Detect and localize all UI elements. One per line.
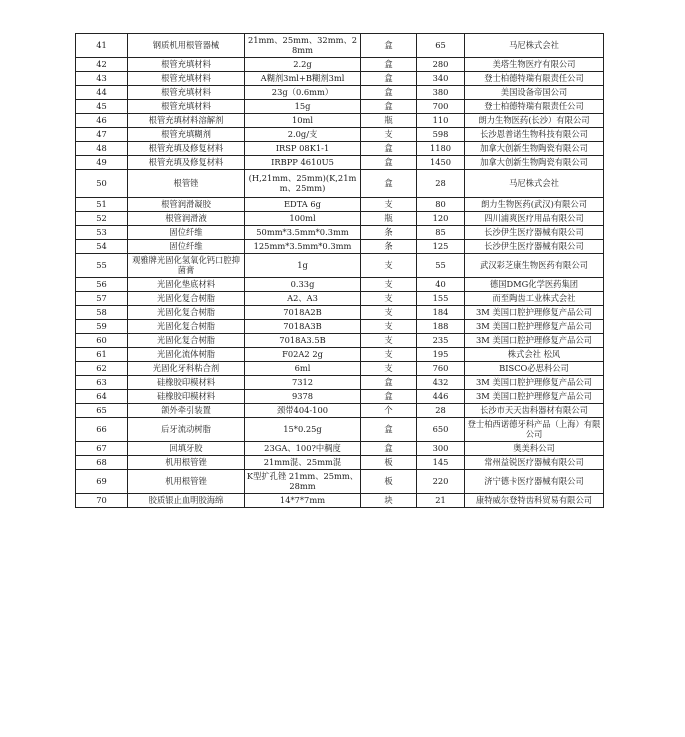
table-row [76, 456, 604, 470]
item-company: 马尼株式会社 [465, 170, 604, 198]
item-unit: 支 [361, 128, 417, 142]
item-price: 120 [417, 212, 465, 226]
item-name: 硅橡胶印模材料 [128, 390, 245, 404]
item-name: 机用根管锉 [128, 470, 245, 494]
item-company: 3M 美国口腔护理修复产品公司 [465, 390, 604, 404]
item-spec: 7018A3.5B [245, 334, 361, 348]
item-spec: 0.33g [245, 278, 361, 292]
item-company: 3M 美国口腔护理修复产品公司 [465, 376, 604, 390]
item-unit: 支 [361, 362, 417, 376]
item-unit: 盒 [361, 58, 417, 72]
item-number: 56 [76, 278, 128, 292]
item-price: 340 [417, 72, 465, 86]
table-row [76, 114, 604, 128]
item-price: 432 [417, 376, 465, 390]
item-price: 155 [417, 292, 465, 306]
item-price: 598 [417, 128, 465, 142]
table-row [76, 376, 604, 390]
item-number: 48 [76, 142, 128, 156]
item-name: 根管润滑液 [128, 212, 245, 226]
item-company: 3M 美国口腔护理修复产品公司 [465, 306, 604, 320]
item-spec: 2.0g/支 [245, 128, 361, 142]
item-unit: 盒 [361, 170, 417, 198]
item-name: 根管充填材料 [128, 72, 245, 86]
item-price: 40 [417, 278, 465, 292]
item-spec: (H,21mm、25mm)(K,21mm、25mm) [245, 170, 361, 198]
item-company: 而至陶齿工业株式会社 [465, 292, 604, 306]
item-unit: 盒 [361, 72, 417, 86]
item-number: 59 [76, 320, 128, 334]
table-row [76, 362, 604, 376]
item-price: 650 [417, 418, 465, 442]
item-name: 观雅牌光固化氢氧化钙口腔抑菌膏 [128, 254, 245, 278]
item-name: 根管充填材料 [128, 58, 245, 72]
item-name: 钢质机用根管器械 [128, 34, 245, 58]
price-table [75, 33, 604, 508]
item-unit: 支 [361, 320, 417, 334]
item-price: 80 [417, 198, 465, 212]
item-company: 长沙伊生医疗器械有限公司 [465, 226, 604, 240]
item-name: 光固化牙科粘合剂 [128, 362, 245, 376]
item-company: 常州益锐医疗器械有限公司 [465, 456, 604, 470]
item-name: 光固化复合树脂 [128, 334, 245, 348]
item-spec: EDTA 6g [245, 198, 361, 212]
item-name: 根管充填及修复材料 [128, 156, 245, 170]
item-price: 184 [417, 306, 465, 320]
item-spec: 125mm*3.5mm*0.3mm [245, 240, 361, 254]
item-name: 根管锉 [128, 170, 245, 198]
item-number: 47 [76, 128, 128, 142]
item-unit: 盒 [361, 418, 417, 442]
item-name: 根管充填材料 [128, 86, 245, 100]
item-price: 110 [417, 114, 465, 128]
item-spec: IRSP 08K1-1 [245, 142, 361, 156]
item-number: 61 [76, 348, 128, 362]
item-name: 光固化复合树脂 [128, 306, 245, 320]
table-row [76, 306, 604, 320]
item-spec: 9378 [245, 390, 361, 404]
table-row [76, 156, 604, 170]
item-name: 根管充填糊剂 [128, 128, 245, 142]
item-number: 54 [76, 240, 128, 254]
item-price: 220 [417, 470, 465, 494]
item-price: 21 [417, 494, 465, 508]
item-number: 68 [76, 456, 128, 470]
item-spec: IRBPP 4610U5 [245, 156, 361, 170]
table-row [76, 442, 604, 456]
item-company: 长沙市天天齿科器材有限公司 [465, 404, 604, 418]
item-spec: 23g（0.6mm） [245, 86, 361, 100]
table-row [76, 72, 604, 86]
item-name: 光固化复合树脂 [128, 292, 245, 306]
item-name: 根管润滑凝胶 [128, 198, 245, 212]
item-price: 55 [417, 254, 465, 278]
item-spec: 7312 [245, 376, 361, 390]
item-name: 光固化流体树脂 [128, 348, 245, 362]
table-body [76, 34, 604, 508]
item-price: 280 [417, 58, 465, 72]
item-unit: 条 [361, 240, 417, 254]
item-price: 235 [417, 334, 465, 348]
table-row [76, 390, 604, 404]
item-name: 固位纤维 [128, 240, 245, 254]
item-number: 41 [76, 34, 128, 58]
item-unit: 瓶 [361, 212, 417, 226]
item-name: 固位纤维 [128, 226, 245, 240]
item-price: 1180 [417, 142, 465, 156]
table-row [76, 226, 604, 240]
item-number: 46 [76, 114, 128, 128]
table-row [76, 142, 604, 156]
table-row [76, 418, 604, 442]
table-row [76, 212, 604, 226]
table-row [76, 58, 604, 72]
item-company: 朗力生物医药(长沙）有限公司 [465, 114, 604, 128]
item-number: 51 [76, 198, 128, 212]
item-price: 380 [417, 86, 465, 100]
item-company: 登士柏德特瑞有限责任公司 [465, 72, 604, 86]
item-company: 德国DMG化学医药集团 [465, 278, 604, 292]
item-spec: A2、A3 [245, 292, 361, 306]
item-company: 加拿大创新生物陶瓷有限公司 [465, 156, 604, 170]
item-price: 300 [417, 442, 465, 456]
item-price: 188 [417, 320, 465, 334]
item-number: 49 [76, 156, 128, 170]
item-company: 济宁德卡医疗器械有限公司 [465, 470, 604, 494]
item-company: 长沙恩普诺生物科技有限公司 [465, 128, 604, 142]
item-number: 60 [76, 334, 128, 348]
item-unit: 板 [361, 470, 417, 494]
item-company: 登士柏德特瑞有限责任公司 [465, 100, 604, 114]
item-number: 45 [76, 100, 128, 114]
item-price: 85 [417, 226, 465, 240]
item-spec: 15*0.25g [245, 418, 361, 442]
item-name: 胶质银止血明胶海绵 [128, 494, 245, 508]
item-price: 195 [417, 348, 465, 362]
item-unit: 支 [361, 292, 417, 306]
item-number: 64 [76, 390, 128, 404]
table-row [76, 34, 604, 58]
item-number: 50 [76, 170, 128, 198]
item-spec: K型扩孔锉 21mm、25mm、28mm [245, 470, 361, 494]
item-spec: 100ml [245, 212, 361, 226]
table-row [76, 254, 604, 278]
item-price: 28 [417, 404, 465, 418]
item-name: 回填牙胶 [128, 442, 245, 456]
item-unit: 盒 [361, 442, 417, 456]
item-spec: 6ml [245, 362, 361, 376]
item-name: 后牙流动树脂 [128, 418, 245, 442]
table-row [76, 128, 604, 142]
item-name: 根管充填及修复材料 [128, 142, 245, 156]
item-spec: 7018A3B [245, 320, 361, 334]
item-name: 光固化垫底材料 [128, 278, 245, 292]
item-company: 3M 美国口腔护理修复产品公司 [465, 334, 604, 348]
table-row [76, 404, 604, 418]
item-number: 55 [76, 254, 128, 278]
item-number: 63 [76, 376, 128, 390]
item-company: 奥美科公司 [465, 442, 604, 456]
item-unit: 盒 [361, 34, 417, 58]
table-row [76, 470, 604, 494]
item-number: 52 [76, 212, 128, 226]
item-spec: 2.2g [245, 58, 361, 72]
item-unit: 支 [361, 334, 417, 348]
item-number: 42 [76, 58, 128, 72]
item-name: 根管充填材料 [128, 100, 245, 114]
item-unit: 支 [361, 306, 417, 320]
item-company: 株式会社 松风 [465, 348, 604, 362]
item-number: 66 [76, 418, 128, 442]
item-company: 登士柏西诺德牙科产品（上海）有限公司 [465, 418, 604, 442]
item-company: 朗力生物医药(武汉)有限公司 [465, 198, 604, 212]
table-row [76, 348, 604, 362]
table-row [76, 494, 604, 508]
table-row [76, 86, 604, 100]
item-spec: 14*7*7mm [245, 494, 361, 508]
item-unit: 瓶 [361, 114, 417, 128]
item-spec: 23GA、100?中稠度 [245, 442, 361, 456]
item-spec: 21mm混、25mm混 [245, 456, 361, 470]
item-price: 446 [417, 390, 465, 404]
item-name: 根管充填材料溶解剂 [128, 114, 245, 128]
item-number: 65 [76, 404, 128, 418]
item-company: 美国设备帝国公司 [465, 86, 604, 100]
item-unit: 盒 [361, 156, 417, 170]
item-unit: 盒 [361, 142, 417, 156]
item-spec: 1g [245, 254, 361, 278]
table-row [76, 240, 604, 254]
item-unit: 支 [361, 254, 417, 278]
table-row [76, 278, 604, 292]
item-company: 武汉彩芝康生物医药有限公司 [465, 254, 604, 278]
item-spec: 7018A2B [245, 306, 361, 320]
item-number: 70 [76, 494, 128, 508]
item-name: 机用根管锉 [128, 456, 245, 470]
item-unit: 条 [361, 226, 417, 240]
item-price: 145 [417, 456, 465, 470]
item-unit: 盒 [361, 376, 417, 390]
item-company: 长沙伊生医疗器械有限公司 [465, 240, 604, 254]
item-company: 3M 美国口腔护理修复产品公司 [465, 320, 604, 334]
item-unit: 盒 [361, 86, 417, 100]
table-row [76, 198, 604, 212]
item-unit: 支 [361, 278, 417, 292]
item-company: 四川浦爽医疗用品有限公司 [465, 212, 604, 226]
item-unit: 支 [361, 198, 417, 212]
item-unit: 支 [361, 348, 417, 362]
item-price: 1450 [417, 156, 465, 170]
item-number: 67 [76, 442, 128, 456]
item-number: 69 [76, 470, 128, 494]
table-row [76, 320, 604, 334]
item-company: 康特威尔登特齿科贸易有限公司 [465, 494, 604, 508]
item-spec: 15g [245, 100, 361, 114]
item-spec: 颈带404-100 [245, 404, 361, 418]
item-unit: 盒 [361, 390, 417, 404]
item-company: 美塔生物医疗有限公司 [465, 58, 604, 72]
item-company: BISCO必思科公司 [465, 362, 604, 376]
item-name: 硅橡胶印模材料 [128, 376, 245, 390]
item-number: 44 [76, 86, 128, 100]
item-company: 加拿大创新生物陶瓷有限公司 [465, 142, 604, 156]
item-number: 58 [76, 306, 128, 320]
item-number: 62 [76, 362, 128, 376]
item-number: 43 [76, 72, 128, 86]
item-spec: 21mm、25mm、32mm、28mm [245, 34, 361, 58]
item-number: 53 [76, 226, 128, 240]
item-price: 700 [417, 100, 465, 114]
item-spec: A糊剂3ml+B糊剂3ml [245, 72, 361, 86]
table-row [76, 100, 604, 114]
table-row [76, 170, 604, 198]
item-unit: 板 [361, 456, 417, 470]
table-row [76, 334, 604, 348]
item-unit: 块 [361, 494, 417, 508]
item-spec: 50mm*3.5mm*0.3mm [245, 226, 361, 240]
item-spec: 10ml [245, 114, 361, 128]
item-unit: 个 [361, 404, 417, 418]
item-spec: F02A2 2g [245, 348, 361, 362]
item-name: 颌外牵引装置 [128, 404, 245, 418]
item-price: 125 [417, 240, 465, 254]
table-row [76, 292, 604, 306]
item-price: 28 [417, 170, 465, 198]
item-price: 760 [417, 362, 465, 376]
item-unit: 盒 [361, 100, 417, 114]
item-name: 光固化复合树脂 [128, 320, 245, 334]
item-price: 65 [417, 34, 465, 58]
item-company: 马尼株式会社 [465, 34, 604, 58]
item-number: 57 [76, 292, 128, 306]
